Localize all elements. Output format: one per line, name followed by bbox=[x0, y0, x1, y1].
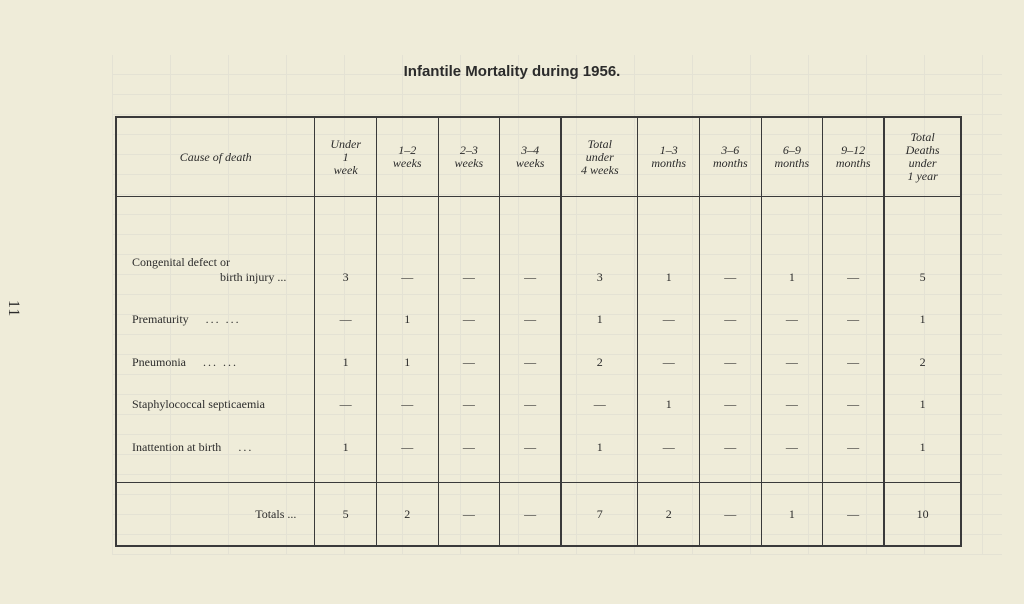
table-cell: — bbox=[500, 416, 562, 459]
column-header: Under 1 week bbox=[315, 117, 377, 197]
table-cell: 5 bbox=[884, 233, 961, 288]
spacer-cell bbox=[116, 459, 315, 483]
header-row bbox=[116, 117, 961, 197]
table-row bbox=[116, 331, 961, 374]
table-cell: 1 bbox=[884, 374, 961, 417]
infantile-mortality-table bbox=[115, 116, 962, 547]
table-cell: 5 bbox=[315, 483, 377, 546]
table-cell: — bbox=[500, 483, 562, 546]
table-cell: 1 bbox=[761, 483, 823, 546]
table-cell: — bbox=[500, 331, 562, 374]
table-cell: 1 bbox=[761, 233, 823, 288]
column-header: 6–9 months bbox=[761, 117, 823, 197]
column-header: 1–3 months bbox=[638, 117, 700, 197]
spacer-cell bbox=[376, 197, 438, 234]
spacer-cell bbox=[761, 197, 823, 234]
table-cell: 7 bbox=[561, 483, 638, 546]
table-cell: 1 bbox=[561, 416, 638, 459]
table-cell: — bbox=[315, 374, 377, 417]
table-cell: 2 bbox=[638, 483, 700, 546]
table-body bbox=[116, 197, 961, 547]
table-cell: — bbox=[438, 289, 500, 332]
table-cell: 1 bbox=[638, 233, 700, 288]
spacer-cell bbox=[638, 197, 700, 234]
totals-label: Totals ... bbox=[116, 483, 315, 546]
column-header: 9–12 months bbox=[823, 117, 885, 197]
spacer-cell bbox=[699, 197, 761, 234]
table-cell: — bbox=[699, 483, 761, 546]
column-header: 3–6 months bbox=[699, 117, 761, 197]
table-cell: — bbox=[438, 331, 500, 374]
table-cell: — bbox=[500, 374, 562, 417]
table-cell: — bbox=[761, 374, 823, 417]
table-cell: — bbox=[376, 416, 438, 459]
table-cell: — bbox=[438, 483, 500, 546]
spacer-cell bbox=[438, 459, 500, 483]
table-cell: — bbox=[823, 233, 885, 288]
table-cell: — bbox=[699, 416, 761, 459]
table-cell: 1 bbox=[376, 289, 438, 332]
spacer-cell bbox=[884, 197, 961, 234]
spacer-cell bbox=[500, 197, 562, 234]
table-cell: — bbox=[761, 289, 823, 332]
table-cell: 1 bbox=[884, 289, 961, 332]
table-cell: — bbox=[761, 416, 823, 459]
spacer-cell bbox=[638, 459, 700, 483]
table-title: Infantile Mortality during 1956. bbox=[403, 63, 621, 80]
cause-of-death-cell: Pneumonia ... ... bbox=[132, 354, 238, 369]
spacer-cell bbox=[823, 459, 885, 483]
spacer-cell bbox=[116, 197, 315, 234]
spacer-cell bbox=[315, 197, 377, 234]
table-cell: — bbox=[561, 374, 638, 417]
table-cell: — bbox=[376, 233, 438, 288]
table-cell: — bbox=[438, 233, 500, 288]
spacer-cell bbox=[884, 459, 961, 483]
table-cell: 10 bbox=[884, 483, 961, 546]
spacer-cell bbox=[823, 197, 885, 234]
table-cell: — bbox=[315, 289, 377, 332]
table-cell: 2 bbox=[884, 331, 961, 374]
column-header: 1–2 weeks bbox=[376, 117, 438, 197]
table-cell: 1 bbox=[315, 416, 377, 459]
table-cell: — bbox=[438, 374, 500, 417]
spacer-cell bbox=[561, 459, 638, 483]
table-cell: — bbox=[699, 331, 761, 374]
column-header: 2–3 weeks bbox=[438, 117, 500, 197]
spacer-cell bbox=[376, 459, 438, 483]
spacer-cell bbox=[561, 197, 638, 234]
table-row bbox=[116, 233, 961, 288]
table-cell: 1 bbox=[315, 331, 377, 374]
spacer-cell bbox=[699, 459, 761, 483]
table-cell: — bbox=[699, 374, 761, 417]
table-cell: — bbox=[438, 416, 500, 459]
table-cell: — bbox=[823, 374, 885, 417]
table-row bbox=[116, 416, 961, 459]
cause-of-death-cell: Congenital defect or birth injury ... bbox=[132, 254, 287, 284]
table-cell: 2 bbox=[376, 483, 438, 546]
table-cell: — bbox=[823, 331, 885, 374]
table-cell: 3 bbox=[315, 233, 377, 288]
cause-of-death-cell: Inattention at birth ... bbox=[132, 439, 254, 454]
totals-row bbox=[116, 483, 961, 546]
column-header: Total Deaths under 1 year bbox=[884, 117, 961, 197]
table-cell: 3 bbox=[561, 233, 638, 288]
table-cell: — bbox=[638, 289, 700, 332]
table-row bbox=[116, 289, 961, 332]
table-cell: 1 bbox=[561, 289, 638, 332]
cause-of-death-cell: Prematurity ... ... bbox=[132, 312, 241, 327]
table-row bbox=[116, 374, 961, 417]
spacer-cell bbox=[438, 197, 500, 234]
table-cell: — bbox=[638, 331, 700, 374]
spacer-cell bbox=[315, 459, 377, 483]
table-cell: — bbox=[500, 233, 562, 288]
column-header: 3–4 weeks bbox=[500, 117, 562, 197]
table-cell: — bbox=[699, 233, 761, 288]
table-cell: 2 bbox=[561, 331, 638, 374]
spacer-cell bbox=[761, 459, 823, 483]
column-header-cause: Cause of death bbox=[116, 117, 315, 197]
table-cell: 1 bbox=[376, 331, 438, 374]
table-cell: — bbox=[500, 289, 562, 332]
table-cell: — bbox=[761, 331, 823, 374]
table-cell: — bbox=[699, 289, 761, 332]
table-cell: — bbox=[376, 374, 438, 417]
table-cell: 1 bbox=[638, 374, 700, 417]
table-cell: 1 bbox=[884, 416, 961, 459]
table-cell: — bbox=[823, 289, 885, 332]
table-cell: — bbox=[638, 416, 700, 459]
table-cell: — bbox=[823, 416, 885, 459]
cause-of-death-cell: Staphylococcal septicaemia bbox=[132, 397, 265, 412]
table-cell: — bbox=[823, 483, 885, 546]
spacer-cell bbox=[500, 459, 562, 483]
page-number: 11 bbox=[5, 300, 22, 318]
column-header: Total under 4 weeks bbox=[561, 117, 638, 197]
